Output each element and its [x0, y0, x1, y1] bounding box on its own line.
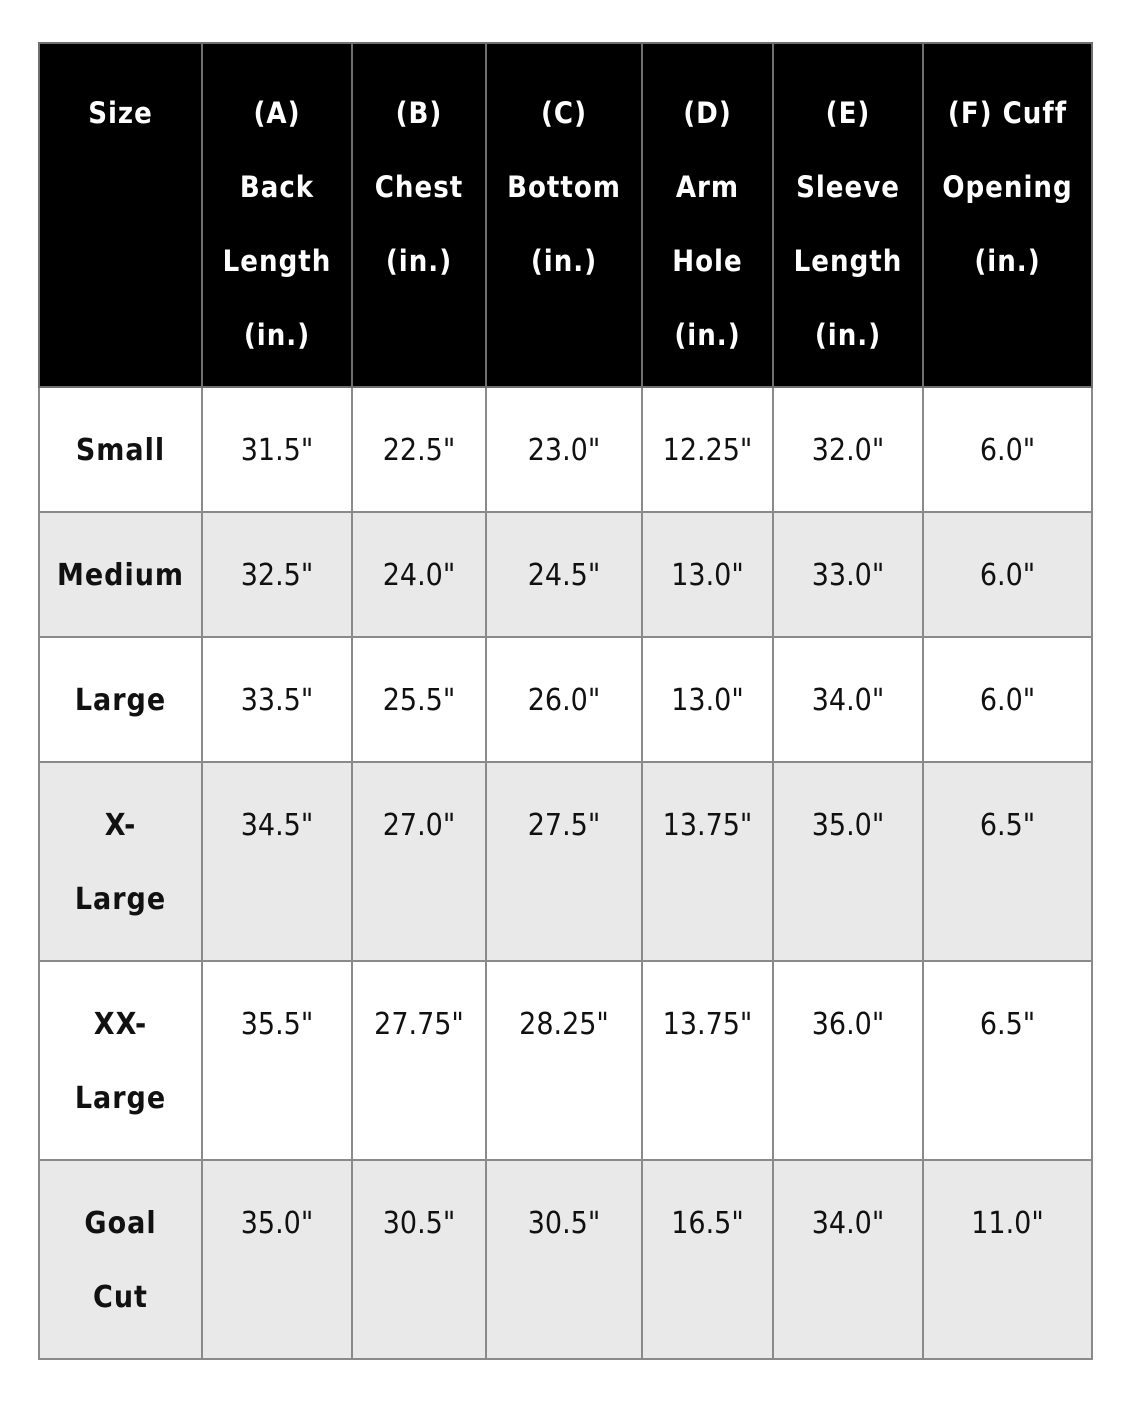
- back-length-cell: 34.5": [202, 762, 352, 961]
- table-row-medium: [39, 512, 1092, 637]
- header-line: (E): [825, 96, 871, 130]
- back-length-cell: 32.5": [202, 512, 352, 637]
- header-line: Sleeve: [796, 170, 900, 204]
- size-label: Large: [74, 683, 167, 718]
- bottom-cell: 23.0": [486, 387, 642, 512]
- cuff-opening-cell: 6.0": [923, 387, 1092, 512]
- table-row-small: [39, 387, 1092, 512]
- table-row-large: [39, 637, 1092, 762]
- arm-hole-cell: 13.75": [642, 961, 773, 1160]
- arm-hole-cell: 12.25": [642, 387, 773, 512]
- chest-cell: 27.75": [352, 961, 486, 1160]
- size-cell: [39, 762, 202, 961]
- sleeve-length-cell: 34.0": [773, 637, 923, 762]
- header-arm-hole: [642, 43, 773, 387]
- cuff-opening-cell: 6.5": [923, 961, 1092, 1160]
- chest-cell: 22.5": [352, 387, 486, 512]
- header-line: (in.): [814, 318, 882, 352]
- header-line: (in.): [674, 318, 741, 352]
- header-line: (C): [541, 96, 587, 130]
- back-length-cell: 31.5": [202, 387, 352, 512]
- cuff-opening-cell: 6.0": [923, 512, 1092, 637]
- header-row: [39, 43, 1092, 387]
- header-line: Arm: [675, 170, 740, 204]
- arm-hole-cell: 13.0": [642, 512, 773, 637]
- size-cell: [39, 512, 202, 637]
- size-cell: [39, 1160, 202, 1359]
- chest-cell: 27.0": [352, 762, 486, 961]
- sleeve-length-cell: 34.0": [773, 1160, 923, 1359]
- bottom-cell: 30.5": [486, 1160, 642, 1359]
- header-line: (B): [395, 96, 443, 130]
- back-length-cell: 35.0": [202, 1160, 352, 1359]
- cuff-opening-cell: 6.0": [923, 637, 1092, 762]
- table-row-x-large: [39, 762, 1092, 961]
- back-length-cell: 33.5": [202, 637, 352, 762]
- size-label: XX-: [93, 1007, 148, 1042]
- bottom-cell: 24.5": [486, 512, 642, 637]
- header-sleeve-length: [773, 43, 923, 387]
- back-length-cell: 35.5": [202, 961, 352, 1160]
- bottom-cell: 27.5": [486, 762, 642, 961]
- header-line: (A): [253, 96, 301, 130]
- header-chest: [352, 43, 486, 387]
- header-back-length: [202, 43, 352, 387]
- chest-cell: 30.5": [352, 1160, 486, 1359]
- table-row-xx-large: [39, 961, 1092, 1160]
- sleeve-length-cell: 36.0": [773, 961, 923, 1160]
- header-size: [39, 43, 202, 387]
- sleeve-length-cell: 32.0": [773, 387, 923, 512]
- header-line: Hole: [672, 244, 743, 278]
- size-cell: [39, 387, 202, 512]
- sleeve-length-cell: 33.0": [773, 512, 923, 637]
- arm-hole-cell: 13.75": [642, 762, 773, 961]
- header-line: (in.): [385, 244, 453, 278]
- bottom-cell: 28.25": [486, 961, 642, 1160]
- chest-cell: 24.0": [352, 512, 486, 637]
- header-line: Back: [239, 170, 315, 204]
- header-cuff-opening: [923, 43, 1092, 387]
- size-cell: [39, 637, 202, 762]
- header-line: Opening: [942, 170, 1073, 204]
- size-label: Goal: [84, 1206, 157, 1241]
- size-label: X-: [104, 808, 137, 843]
- header-line: (in.): [974, 244, 1041, 278]
- chest-cell: 25.5": [352, 637, 486, 762]
- header-line: (D): [683, 96, 732, 130]
- size-chart-table: [38, 42, 1093, 1360]
- arm-hole-cell: 16.5": [642, 1160, 773, 1359]
- size-label: Large: [74, 1081, 167, 1116]
- header-line: Size: [88, 96, 153, 130]
- header-line: (F) Cuff: [947, 96, 1068, 130]
- size-label: Medium: [56, 558, 185, 593]
- header-line: Length: [793, 244, 903, 278]
- size-cell: [39, 961, 202, 1160]
- table-row-goal-cut: [39, 1160, 1092, 1359]
- bottom-cell: 26.0": [486, 637, 642, 762]
- size-label: Small: [75, 433, 166, 468]
- header-line: Length: [222, 244, 332, 278]
- cuff-opening-cell: 11.0": [923, 1160, 1092, 1359]
- header-line: Bottom: [507, 170, 621, 204]
- header-line: Chest: [374, 170, 464, 204]
- cuff-opening-cell: 6.5": [923, 762, 1092, 961]
- sleeve-length-cell: 35.0": [773, 762, 923, 961]
- header-line: (in.): [530, 244, 598, 278]
- header-line: (in.): [243, 318, 311, 352]
- arm-hole-cell: 13.0": [642, 637, 773, 762]
- size-label: Cut: [93, 1280, 148, 1315]
- header-bottom: [486, 43, 642, 387]
- size-label: Large: [74, 882, 167, 917]
